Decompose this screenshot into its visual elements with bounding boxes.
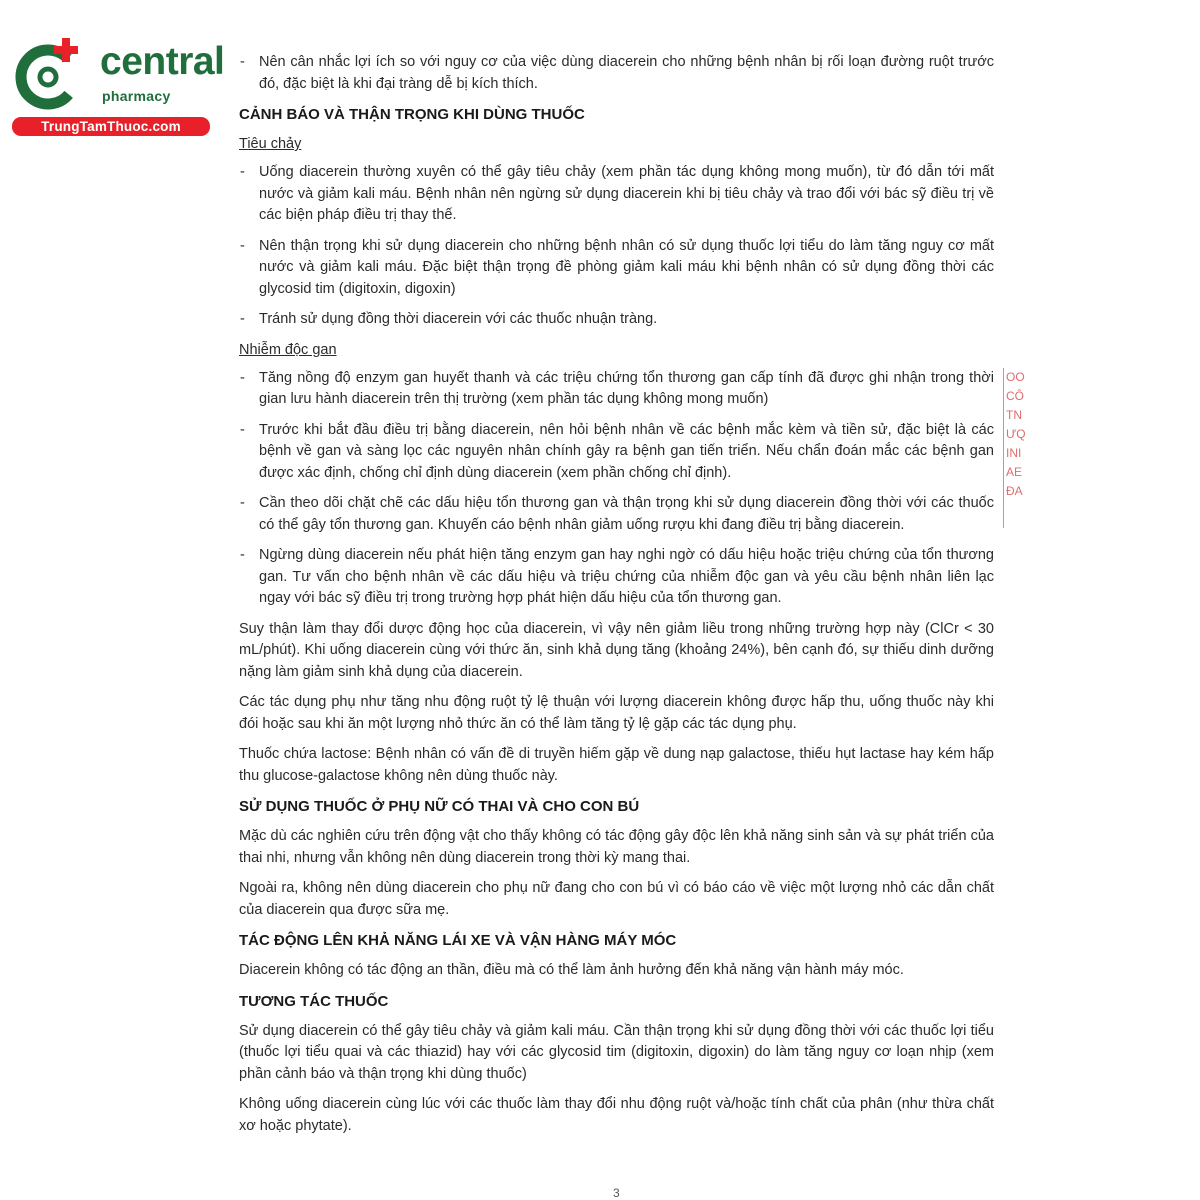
paragraph: Diacerein không có tác động an thần, điều mà có thể làm ảnh hưởng đến khả năng vận hành máy móc. — [239, 962, 904, 978]
paragraph: Các tác dụng phụ như tăng nhu động ruột tỷ lệ thuận với lượng diacerein không được hấp thu, uống thuốc này khi đói hoặc sau khi ăn một lượng nhỏ thức ăn có thể làm tăng tỷ lệ gặp các tác dụng phụ. — [239, 694, 994, 732]
central-pharmacy-logo-icon — [12, 36, 94, 114]
subsection-title-diarrhea: Tiêu chảy — [239, 136, 302, 152]
stamp-text: INI — [1006, 446, 1022, 460]
list-item: - Ngừng dùng diacerein nếu phát hiện tăng enzym gan hay nghi ngờ có dấu hiệu hoặc triệu chứng của tổn thương gan. Tư vấn cho bệnh nhân về các dấu hiệu và triệu chứng của nhiễm độc gan và yêu cầu bệnh nhân liên lạc ngay với bác sỹ điều trị trong trường hợp phát hiện dấu hiệu của tổn thương gan. — [239, 545, 994, 610]
list-item: - Uống diacerein thường xuyên có thể gây tiêu chảy (xem phần tác dụng không mong muốn), từ đó dẫn tới mất nước và giảm kali máu. Bệnh nhân nên ngừng sử dụng diacerein khi bị tiêu chảy và trao đổi với bác sỹ điều trị về các biện pháp điều trị thay thế. — [239, 162, 994, 227]
document-body — [239, 52, 994, 1146]
paragraph: Mặc dù các nghiên cứu trên động vật cho thấy không có tác động gây độc lên khả năng sinh sản và sự phát triển của thai nhi, nhưng vẫn không nên dùng diacerein trong thời kỳ mang thai. — [239, 828, 994, 866]
list-item: - Tăng nồng độ enzym gan huyết thanh và các triệu chứng tổn thương gan cấp tính đã được ghi nhận trong thời gian lưu hành diacerein trên thị trường (xem phần tác dụng không mong muốn) — [239, 368, 994, 411]
section-title-warnings: CẢNH BÁO VÀ THẬN TRỌNG KHI DÙNG THUỐC — [239, 106, 585, 123]
pharmacy-logo[interactable] — [12, 34, 225, 138]
paragraph: Suy thận làm thay đổi dược động học của diacerein, vì vậy nên giảm liều trong những trường hợp này (ClCr < 30 mL/phút). Khi uống diacerein cùng với thức ăn, sinh khả dụng tăng (khoảng 24%), bên cạnh đó, sự thiếu dinh dưỡng nặng làm giảm sinh khả dụng của diacerein. — [239, 620, 994, 680]
section-title-pregnancy: SỬ DỤNG THUỐC Ở PHỤ NỮ CÓ THAI VÀ CHO CON BÚ — [239, 798, 640, 815]
page-number: 3 — [613, 1186, 620, 1200]
list-item: - Nên thận trọng khi sử dụng diacerein cho những bệnh nhân có sử dụng thuốc lợi tiểu do làm tăng nguy cơ mất nước và giảm kali máu. Đặc biệt thận trọng đề phòng giảm kali máu khi bệnh nhân có sử dụng đồng thời các glycosid tim (digitoxin, digoxin) — [239, 236, 994, 301]
list-item: - Trước khi bắt đầu điều trị bằng diacerein, nên hỏi bệnh nhân về các bệnh mắc kèm và tiền sử, đặc biệt là các bệnh về gan và sàng lọc các nguyên nhân chính gây ra bệnh gan tiến triển. Nếu chẩn đoán mắc các bệnh gan được xác định, chống chỉ định dùng diacerein (xem phần chống chỉ định). — [239, 420, 994, 485]
paragraph: Không uống diacerein cùng lúc với các thuốc làm thay đổi nhu động ruột và/hoặc tính chất của phân (như thừa chất xơ hoặc phytate). — [239, 1096, 994, 1134]
stamp-text: ƯQ — [1006, 427, 1026, 441]
list-item: - Tránh sử dụng đồng thời diacerein với các thuốc nhuận tràng. — [239, 309, 994, 331]
red-stamp-fragment — [1003, 368, 1030, 528]
liver-list — [239, 368, 994, 610]
intro-list — [239, 52, 994, 95]
stamp-text: CÔ — [1006, 389, 1024, 403]
stamp-text: TN — [1006, 408, 1022, 422]
stamp-text: OO — [1006, 370, 1025, 384]
diarrhea-list — [239, 162, 994, 331]
paragraph: Sử dụng diacerein có thể gây tiêu chảy và giảm kali máu. Cần thận trọng khi sử dụng đồng thời với các thuốc lợi tiểu (thuốc lợi tiểu quai và các thiazid) hay với các glycosid tim (digitoxin, digoxin) do làm tăng nguy cơ loạn nhịp (xem phần cảnh báo và thận trọng khi dùng thuốc) — [239, 1022, 994, 1082]
list-item: - Cần theo dõi chặt chẽ các dấu hiệu tổn thương gan và thận trọng khi sử dụng diacerein đồng thời với các thuốc có thể gây tổn thương gan. Khuyến cáo bệnh nhân giảm uống rượu khi đang điều trị bằng diacerein. — [239, 493, 994, 536]
section-title-driving: TÁC ĐỘNG LÊN KHẢ NĂNG LÁI XE VÀ VẬN HÀNG MÁY MÓC — [239, 932, 677, 949]
logo-brand-text: central — [100, 40, 225, 83]
logo-sub-text: pharmacy — [102, 88, 171, 104]
stamp-text: AE — [1006, 465, 1023, 479]
list-item: - Nên cân nhắc lợi ích so với nguy cơ của việc dùng diacerein cho những bệnh nhân bị rối loạn đường ruột trước đó, đặc biệt là khi đại tràng dễ bị kích thích. — [239, 52, 994, 95]
paragraph: Thuốc chứa lactose: Bệnh nhân có vấn đề di truyền hiếm gặp về dung nạp galactose, thiếu hụt lactase hay kém hấp thu glucose-galactose không nên dùng thuốc này. — [239, 746, 994, 784]
section-title-interactions: TƯƠNG TÁC THUỐC — [239, 992, 389, 1010]
paragraph: Ngoài ra, không nên dùng diacerein cho phụ nữ đang cho con bú vì có báo cáo về việc một lượng nhỏ các dẫn chất của diacerein qua được sữa mẹ. — [239, 880, 994, 918]
logo-site-banner: TrungTamThuoc.com — [12, 117, 210, 136]
stamp-text: ĐA — [1006, 484, 1023, 498]
subsection-title-liver: Nhiễm độc gan — [239, 341, 337, 358]
